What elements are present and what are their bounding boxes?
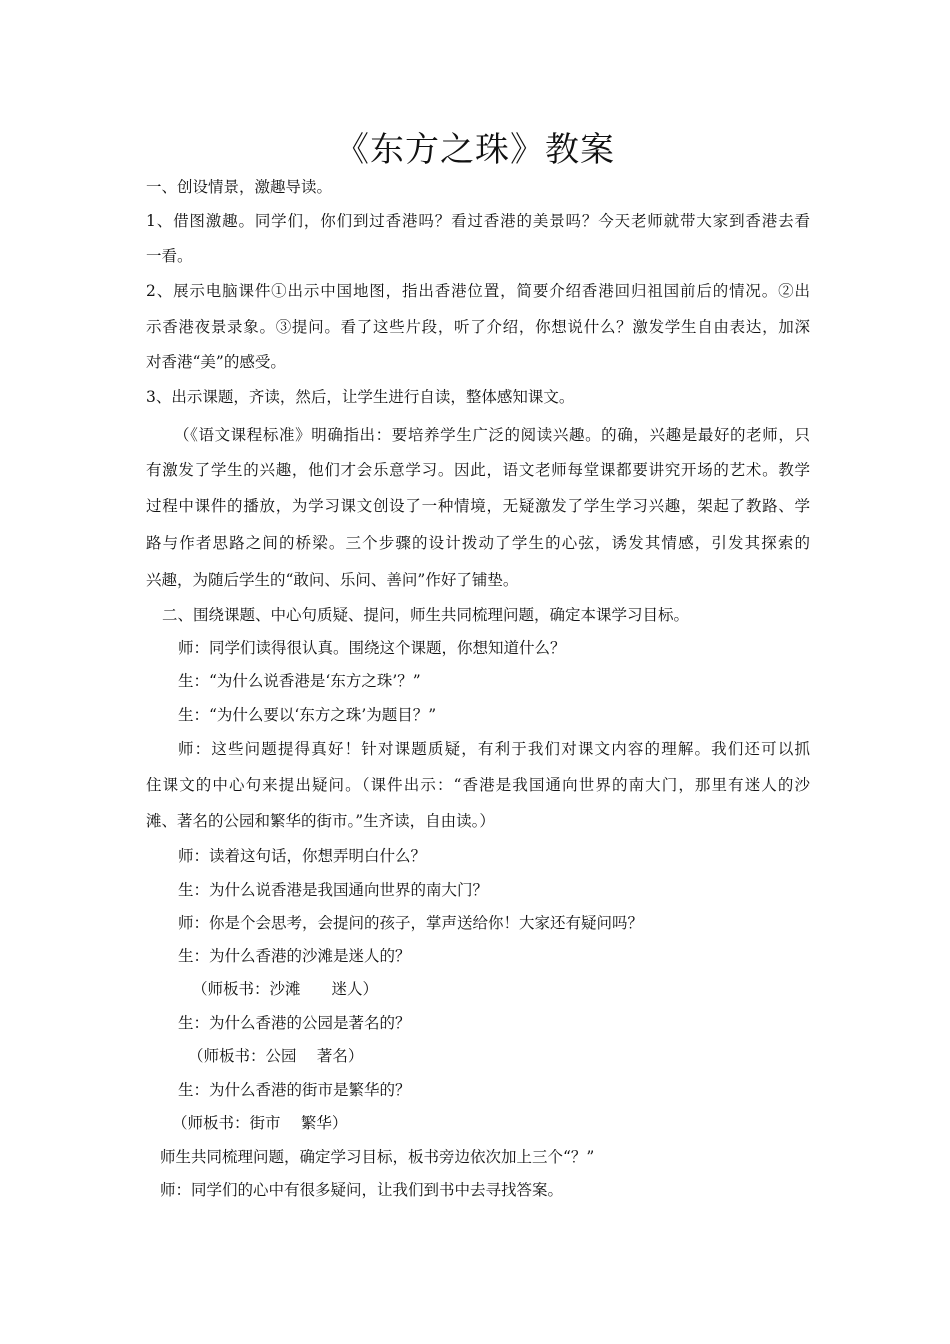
dialogue-line: 师：你是个会思考，会提问的孩子，掌声送给你！大家还有疑问吗？ xyxy=(178,914,644,932)
dialogue-line: 师：读着这句话，你想弄明白什么？ xyxy=(178,847,427,865)
paragraph-line: 一看。 xyxy=(146,247,193,265)
paragraph-line: 过程中课件的播放，为学习课文创设了一种情境，无疑激发了学生学习兴趣，架起了教路、学 xyxy=(146,497,810,515)
section-heading-1: 一、创设情景，激趣导读。 xyxy=(146,178,333,196)
dialogue-line: 生：为什么香港的公园是著名的？ xyxy=(178,1014,411,1032)
dialogue-line: 师：同学们读得很认真。围绕这个课题，你想知道什么？ xyxy=(178,639,566,657)
paragraph-line: 有激发了学生的兴趣，他们才会乐意学习。因此，语文老师每堂课都要讲究开场的艺术。教学 xyxy=(146,461,810,479)
dialogue-line: 生：为什么香港的沙滩是迷人的？ xyxy=(178,947,411,965)
paragraph-line: 住课文的中心句来提出疑问。（课件出示：“香港是我国通向世界的南大门，那里有迷人的沙 xyxy=(146,776,810,794)
paragraph-line: 1、借图激趣。同学们，你们到过香港吗？看过香港的美景吗？今天老师就带大家到香港去看 xyxy=(146,212,810,230)
dialogue-line: 生：为什么说香港是我国通向世界的南大门？ xyxy=(178,881,489,899)
dialogue-line: 生：“为什么要以‘东方之珠’为题目？” xyxy=(178,706,437,724)
page-title: 《东方之珠》教案 xyxy=(335,130,615,170)
paragraph-line: （《语文课程标准》明确指出：要培养学生广泛的阅读兴趣。的确，兴趣是最好的老师，只 xyxy=(174,426,810,444)
dialogue-line: 生：“为什么说香港是‘东方之珠’？” xyxy=(178,672,421,690)
board-note: （师板书：沙滩 迷人） xyxy=(192,980,379,998)
paragraph-line: 兴趣，为随后学生的“敢问、乐问、善问”作好了铺垫。 xyxy=(146,571,519,589)
paragraph-line: 2、展示电脑课件①出示中国地图，指出香港位置，简要介绍香港回归祖国前后的情况。②出 xyxy=(146,282,810,300)
board-note: （师板书：公园 著名） xyxy=(188,1047,364,1065)
paragraph-line: 示香港夜景录象。③提问。看了这些片段，听了介绍，你想说什么？激发学生自由表达，加深 xyxy=(146,318,810,336)
section-heading-2: 二、围绕课题、中心句质疑、提问，师生共同梳理问题，确定本课学习目标。 xyxy=(162,606,690,624)
board-note: （师板书：街市 繁华） xyxy=(172,1114,348,1132)
paragraph-line: 3、出示课题，齐读，然后，让学生进行自读，整体感知课文。 xyxy=(146,388,575,406)
paragraph-line: 滩、著名的公园和繁华的街市。”生齐读，自由读。） xyxy=(146,812,495,830)
dialogue-line: 生：为什么香港的街市是繁华的？ xyxy=(178,1081,411,1099)
dialogue-line: 师：这些问题提得真好！针对课题质疑，有利于我们对课文内容的理解。我们还可以抓 xyxy=(178,740,810,758)
paragraph-line: 对香港“美”的感受。 xyxy=(146,353,286,371)
dialogue-line: 师：同学们的心中有很多疑问，让我们到书中去寻找答案。 xyxy=(160,1181,564,1199)
paragraph-line: 路与作者思路之间的桥梁。三个步骤的设计拨动了学生的心弦，诱发其情感，引发其探索的 xyxy=(146,534,810,552)
paragraph-line: 师生共同梳理问题，确定学习目标，板书旁边依次加上三个“？” xyxy=(160,1148,595,1166)
